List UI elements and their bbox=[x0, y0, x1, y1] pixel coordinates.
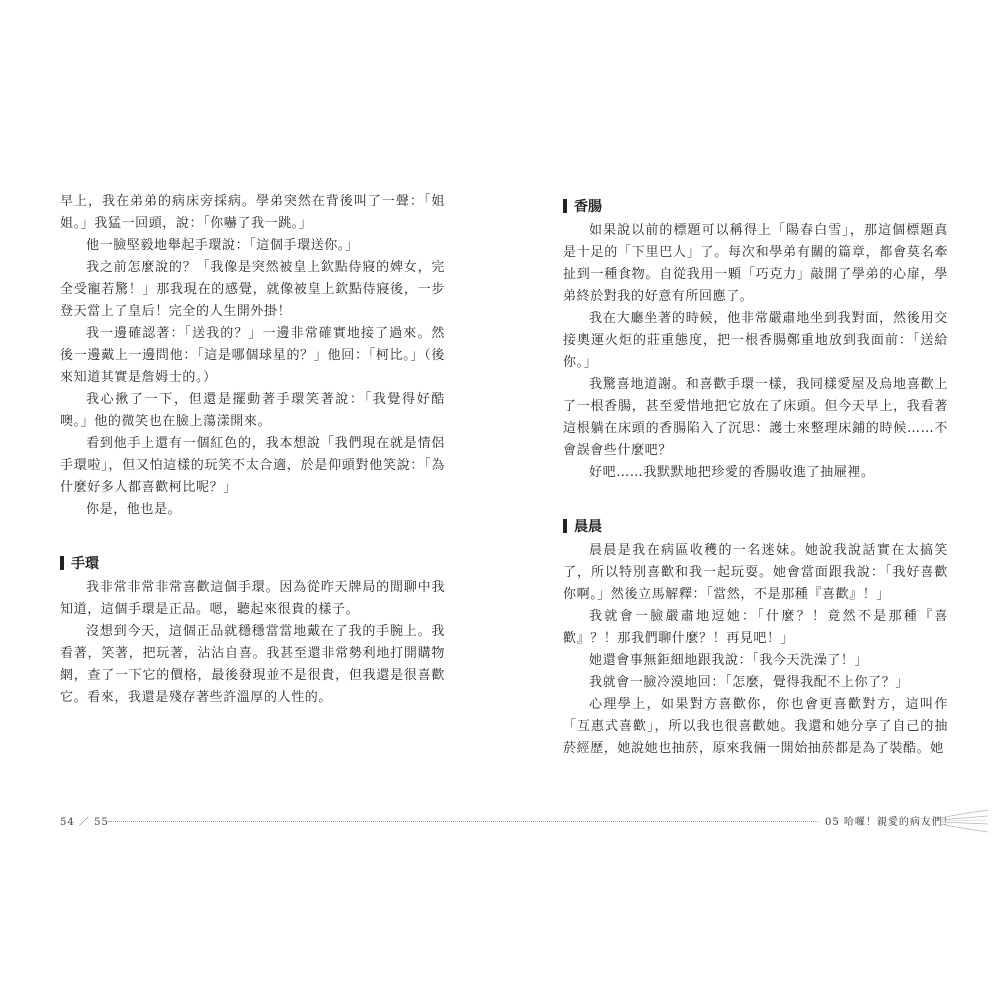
paragraph: 我之前怎麼說的？「我像是突然被皇上欽點侍寢的婢女，完全受寵若驚！」那我現在的感覺，就像被皇上欽點侍寢後，一步登天當上了皇后！完全的人生開外掛！ bbox=[60, 260, 445, 319]
heading-bar-icon bbox=[563, 519, 567, 533]
paragraph: 沒想到今天，這個正品就穩穩當當地戴在了我的手腕上。我看著，笑著，把玩著，沾沾自喜。我甚至還非常勢利地打開購物網，查了一下它的價格，最後發現並不是很貴，但我還是很喜歡它。看來，我還是殘存著些許溫厚的人性的。 bbox=[60, 624, 445, 705]
paragraph: 我心揪了一下，但還是擺動著手環笑著說：「我覺得好酷噢。」他的微笑也在臉上蕩漾開來。 bbox=[60, 392, 445, 429]
paragraph: 好吧……我默默地把珍愛的香腸收進了抽屜裡。 bbox=[589, 465, 875, 480]
section-heading-text: 香腸 bbox=[574, 199, 602, 215]
heading-bar-icon bbox=[563, 199, 567, 213]
footer-divider bbox=[108, 821, 818, 822]
section-heading bbox=[563, 517, 602, 535]
paragraph: 心理學上，如果對方喜歡你，你也會更喜歡對方，這叫作「互惠式喜歡」，所以我也很喜歡她。我還和她分享了自己的抽菸經歷，她說她也抽菸，原來我倆一開始抽菸都是為了裝酷。她 bbox=[563, 697, 948, 756]
paragraph: 我非常非常非常喜歡這個手環。因為從昨天牌局的閒聊中我知道，這個手環是正品。嗯，聽起來很貴的樣子。 bbox=[60, 580, 445, 617]
paragraph: 我驚喜地道謝。和喜歡手環一樣，我同樣愛屋及烏地喜歡上了一根香腸，甚至愛惜地把它放在了床頭。但今天早上，我看著這根躺在床頭的香腸陷入了沉思：護士來整理床鋪的時候……不會誤會些什麼吧？ bbox=[563, 377, 948, 458]
section-heading-text: 晨晨 bbox=[574, 519, 602, 535]
chapter-title: 05 哈囉！親愛的病友們！ bbox=[825, 817, 954, 828]
section-heading bbox=[60, 554, 99, 572]
paragraph: 晨晨是我在病區收穫的一名迷妹。她說我說話實在太搞笑了，所以特別喜歡和我一起玩耍。她會當面跟我說：「我好喜歡你啊。」然後立馬解釋：「當然，不是那種『喜歡』！」 bbox=[563, 543, 948, 602]
paragraph: 我一邊確認著：「送我的？」一邊非常確實地接了過來。然後一邊戴上一邊問他：「這是哪個球星的？」他回：「柯比。」（後來知道其實是詹姆士的。） bbox=[60, 326, 445, 385]
page-footer bbox=[60, 813, 954, 829]
paragraph: 我就會一臉嚴肅地逗她：「什麼？！竟然不是那種『喜歡』？！那我們聊什麼？！再見吧！」 bbox=[563, 609, 948, 646]
paragraph: 早上，我在弟弟的病床旁採病。學弟突然在背後叫了一聲：「姐姐。」我猛一回頭，說：「你嚇了我一跳。」 bbox=[60, 194, 445, 231]
paragraph: 看到他手上還有一個紅色的，我本想說「我們現在就是情侶手環啦」，但又怕這樣的玩笑不太合適，於是仰頭對他笑說：「為什麼好多人都喜歡柯比呢？」 bbox=[60, 436, 445, 495]
paragraph: 她還會事無鉅細地跟我說：「我今天洗澡了！」 bbox=[589, 653, 869, 668]
paragraph: 我就會一臉冷漠地回：「怎麼，覺得我配不上你了？」 bbox=[589, 675, 909, 690]
page-numbers: 54 ／ 55 bbox=[60, 817, 109, 828]
section-heading bbox=[563, 197, 602, 215]
heading-bar-icon bbox=[60, 556, 64, 570]
paragraph: 他一臉堅毅地舉起手環說：「這個手環送你。」 bbox=[86, 238, 359, 253]
paragraph: 你是，他也是。 bbox=[86, 502, 182, 517]
paragraph: 我在大廳坐著的時候，他非常嚴肅地坐到我對面，然後用交接奧運火炬的莊重態度，把一根香腸鄭重地放到我面前：「送給你。」 bbox=[563, 311, 948, 370]
section-heading-text: 手環 bbox=[71, 556, 99, 572]
footer-decoration-icon bbox=[940, 808, 990, 836]
paragraph: 如果說以前的標題可以稱得上「陽春白雪」，那這個標題真是十足的「下里巴人」了。每次和學弟有關的篇章，都會莫名牽扯到一種食物。自從我用一顆「巧克力」敲開了學弟的心扉，學弟終於對我的好意有所回應了。 bbox=[563, 223, 948, 304]
